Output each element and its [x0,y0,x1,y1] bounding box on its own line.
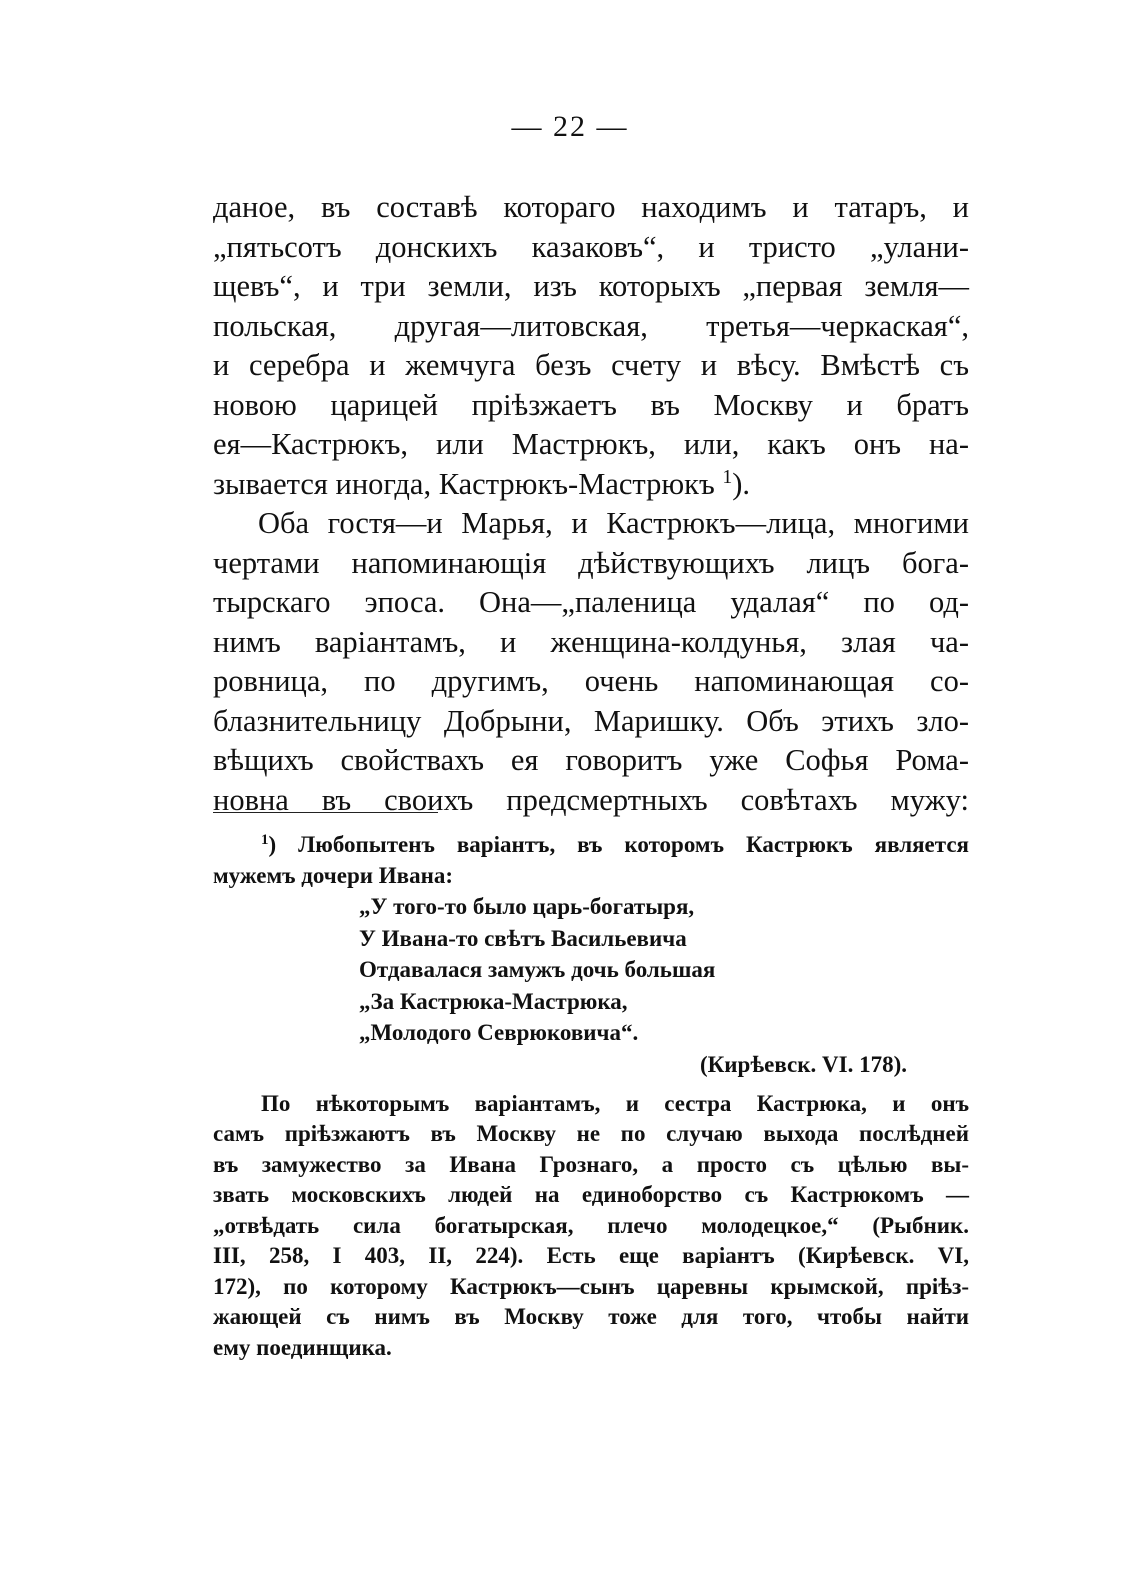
text-line: Оба гостя—и Марья, и Кастрюкъ—лица, многими [258,506,969,540]
footnote-line-content: ) Любопытенъ варіантъ, въ которомъ Кастрюкъ является [268,832,969,857]
text-line: нимъ варіантамъ, и женщина-колдунья, злая ча- [213,624,969,659]
text-line: вѣщихъ свойствахъ ея говоритъ уже Софья Рома- [213,743,969,777]
text-line: и серебра и жемчуга безъ счету и вѣсу. Вмѣстѣ съ [213,348,969,382]
text-line: „пятьсотъ донскихъ казаковъ“, и тристо „улани- [213,229,969,264]
footnote-line [213,830,969,861]
text-line: чертами напоминающія дѣйствующихъ лицъ бога- [213,545,969,580]
text-line: щевъ“, и три земли, изъ которыхъ „первая земля— [213,269,969,303]
verse-line: Отдавалася замужъ дочь большая [359,957,716,982]
footnote-continuation [213,1089,969,1364]
text-line: польская, другая—литовская, третья—черкаская“, [213,308,969,343]
text-line: новна въ своихъ предсмертныхъ совѣтахъ мужу: [213,782,969,817]
verse-line: У Ивана-то свѣтъ Васильевича [359,925,687,951]
verse-line: „Молодого Севрюковича“. [359,1020,639,1045]
footnote-line: III, 258, I 403, II, 224). Есть еще варіантъ (Кирѣевск. VI, [213,1243,969,1268]
footnote-line: звать московскихъ людей на единоборство съ Кастрюкомъ — [213,1182,969,1207]
verse-line: „За Кастрюка-Мастрюка, [359,988,628,1014]
verse-line: „У того-то было царь-богатыря, [359,894,695,919]
text-line [213,465,969,505]
text-line-content: зывается иногда, Кастрюкъ-Мастрюкъ [213,466,715,501]
text-line: блазнительницу Добрыни, Маришку. Объ этихъ зло- [213,703,969,738]
footnote-marker: 1 [261,831,269,848]
footnote-line: 172), по которому Кастрюкъ—сынъ царевны крымской, пріѣз- [213,1273,969,1299]
main-text [213,188,969,820]
footnote-line: „отвѣдать сила богатырская, плечо молодецкое,“ (Рыбник. [213,1212,969,1238]
footnote-line: По нѣкоторымъ варіантамъ, и сестра Кастрюка, и онъ [261,1090,969,1116]
verse-source: (Кирѣевск. VI. 178). [699,1051,907,1077]
footnote-line: ему поединщика. [213,1334,392,1360]
footnote-line: мужемъ дочери Ивана: [213,862,454,888]
footnote-line: въ замужество за Ивана Грознаго, а просто съ цѣлью вы- [213,1151,969,1177]
footnote-reference: 1 [722,465,733,488]
text-line: новою царицей пріѣзжаетъ въ Москву и братъ [213,387,969,422]
text-line: ея—Кастрюкъ, или Мастрюкъ, или, какъ онъ на- [213,427,969,461]
text-line-tail: ). [732,466,751,501]
text-line: тырскаго эпоса. Она—„паленица удалая“ по од- [213,585,969,619]
footnote-separator [213,812,438,813]
footnote-line: жающей съ нимъ въ Москву тоже для того, чтобы найти [213,1304,969,1329]
footnote-line: самъ пріѣзжаютъ въ Москву не по случаю выхода послѣдней [213,1121,969,1146]
page-number: — 22 — [511,110,629,143]
text-line: даное, въ составѣ котораго находимъ и татаръ, и [213,190,969,224]
footnote [213,830,969,1363]
text-line: ровница, по другимъ, очень напоминающая со- [213,664,969,698]
